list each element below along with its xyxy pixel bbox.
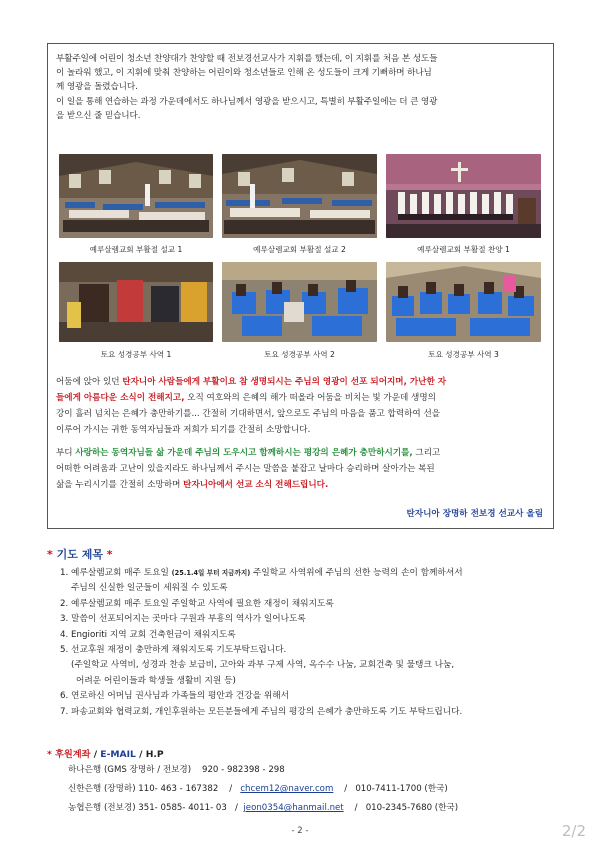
list-item: 1. 예루살렘교회 매주 토요일 (25.1.4일 부터 지금까지) 주일학교 사역위에 주님의 선한 능력의 손이 함께하셔서 (60, 568, 463, 578)
photo-caption: 토요 성경공부 사역 1 (100, 350, 172, 359)
photo-easter-praise-1 (386, 154, 541, 238)
email-link[interactable]: chcem12@naver.com (240, 784, 334, 794)
star-icon: * (47, 548, 53, 561)
page-number: - 2 - (291, 826, 309, 836)
highlight-green: 사랑하는 동역자님들 삶 가운데 주님의 도우시고 함께하시는 평강의 은혜가 충만하시기를, (75, 448, 413, 458)
photo-easter-sermon-2 (222, 154, 377, 238)
photo-saturday-study-1 (59, 262, 213, 342)
highlight-red: 탄자니아 사람들에게 부활이요 참 생명되시는 주님의 영광이 선포 되어지며, 가난한 자 (122, 377, 447, 387)
list-item: 7. 파송교회와 협력교회, 개인후원하는 모든분들에게 주님의 평강의 은혜가 충만하도록 기도 부탁드립니다. (60, 706, 463, 717)
closing-paragraphs (56, 374, 548, 493)
photo-caption: 토요 성경공부 사역 3 (428, 350, 499, 359)
date-note: (25.1.4일 부터 지금까지) (171, 569, 251, 577)
prayer-heading: * 기도 제목 * (47, 548, 113, 561)
list-item: 4. Engioriti 지역 교회 건축헌금이 채워지도록 (60, 629, 236, 640)
photo-caption: 예루살렘교회 부활절 설교 1 (89, 245, 183, 254)
photo-saturday-study-3 (386, 262, 541, 342)
intro-line: 이 놀라워 했고, 이 지휘에 맞춰 찬양하는 어린이와 청소년들로 인해 온 성도들이 크게 기뻐하며 하나님 (56, 68, 432, 79)
intro-line: 을 받으신 줄 믿습니다. (56, 110, 141, 121)
list-item: 3. 말씀이 선포되어지는 곳마다 구원과 부흥의 역사가 일어나도록 (60, 614, 306, 625)
photo-easter-sermon-1 (59, 154, 213, 238)
star-icon: * (47, 749, 52, 760)
list-item-continuation: 어려운 어린이들과 학생들 생활비 지원 등) (76, 675, 236, 686)
highlight-red: 탄자니아에서 선교 소식 전해드립니다. (183, 480, 329, 490)
account-row: 하나은행 (GMS 장명하 / 전보경) 920 - 982398 - 298 (68, 765, 285, 775)
paragraph-blessing: 부디 사랑하는 동역자님들 삶 가운데 주님의 도우시고 함께하시는 평강의 은혜가 충만하시기를, 그리고 어떠한 어려움과 고난이 있을지라도 하나님께서 주시는 말씀을 붙잡고 날마다 승리하며 살아가는 복된 삶을 누리시기를 간절히 소망하며 탄자니아에서 선교 소식 전해드립니다. (56, 448, 441, 490)
intro-line: 부활주일에 어린이 청소년 찬양대가 찬양할 때 전보경선교사가 지휘를 했는데, 이 지휘를 처음 본 성도들 (56, 54, 438, 64)
account-row: 신한은행 (장명하) 110- 463 - 167382 / chcem12@naver.com / 010-7411-1700 (한국) (68, 784, 448, 794)
intro-line: 께 영광을 돌렸습니다. (56, 82, 138, 93)
intro-paragraph (56, 52, 546, 123)
prayer-list (60, 566, 580, 720)
photo-caption: 예루살렘교회 부활절 설교 2 (253, 245, 346, 254)
account-row: 농협은행 (전보경) 351- 0585- 4011- 03 / jeon0354@hanmail.net / 010-2345-7680 (한국) (68, 803, 459, 813)
highlight-red: 들에게 아름다운 소식이 전해지고, (56, 393, 185, 403)
photo-saturday-study-2 (222, 262, 377, 342)
intro-line: 이 일을 통해 연습하는 과정 가운데에서도 하나님께서 영광을 받으시고, 특별히 부활주일에는 더 큰 영광 (56, 96, 438, 107)
signature: 탄자니아 장명하 전보경 선교사 올림 (406, 509, 543, 519)
list-item: 6. 연로하신 어머님 권사님과 가족들의 평안과 건강을 위해서 (60, 691, 290, 702)
list-item-continuation: 주님의 신실한 일군들이 세워질 수 있도록 (71, 583, 228, 594)
donation-heading: * 후원계좌 / E-MAIL / H.P (47, 749, 164, 760)
paragraph-hope: 어둠에 앉아 있던 탄자니아 사람들에게 부활이요 참 생명되시는 주님의 영광이 선포 되어지며, 가난한 자 들에게 아름다운 소식이 전해지고, 오직 여호와의 은혜의 해가 떠올라 어둠을 비치는 빛 가운데 생명의 강이 흘러 넘치는 은혜가 충만하기를... 간절히 기대하면서, 앞으로도 주님의 마음을 품고 합력하여 선을 이루어 가시는 귀한 동역자님들과 저희가 되기를 간절히 소망합니다. (56, 377, 447, 435)
star-icon: * (106, 548, 113, 561)
list-item-continuation: (주일학교 사역비, 성경과 찬송 보급비, 고아와 과부 구제 사역, 옥수수 나눔, 교회건축 및 물탱크 나눔, (71, 660, 455, 671)
email-link[interactable]: jeon0354@hanmail.net (243, 803, 344, 813)
photo-caption: 예루살렘교회 부활절 찬양 1 (417, 245, 510, 254)
photo-caption: 토요 성경공부 사역 2 (264, 350, 335, 359)
list-item: 5. 선교후원 재정이 충만하게 채워지도록 기도부탁드립니다. (60, 645, 287, 656)
page-counter: 2/2 (561, 822, 586, 840)
list-item: 2. 예루살렘교회 매주 토요일 주일학교 사역에 필요한 재정이 채워지도록 (60, 598, 334, 609)
